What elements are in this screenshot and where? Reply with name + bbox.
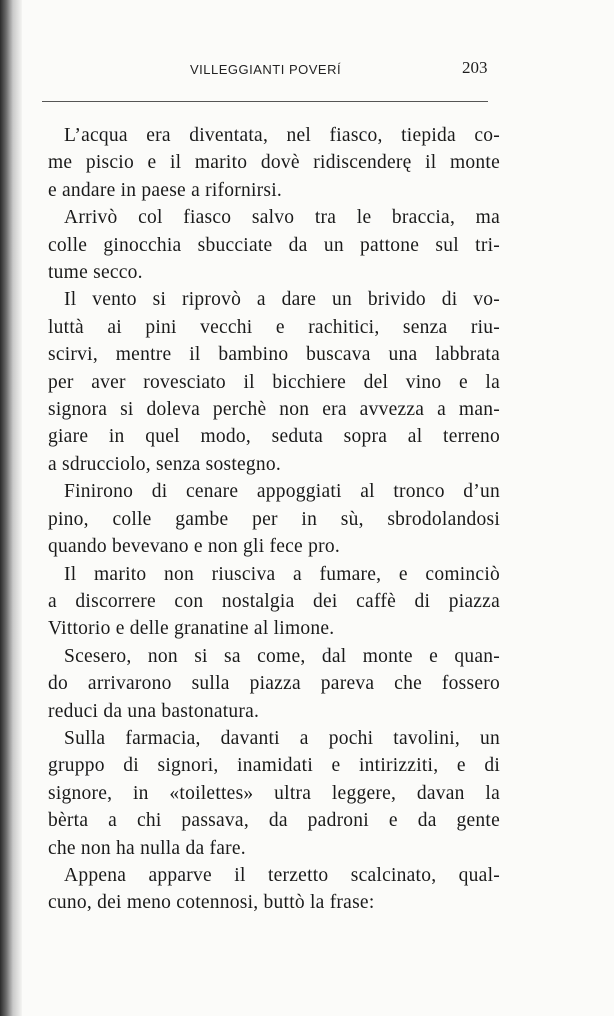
text-line: a discorrere con nostalgia dei caffè di piazza [48, 590, 500, 612]
paragraph [48, 862, 500, 917]
body-text [48, 122, 500, 917]
text-line: Vittorio e delle granatine al limone. [48, 618, 335, 640]
paragraph [48, 561, 500, 643]
paragraph [48, 643, 500, 725]
text-line: Il marito non riusciva a fumare, e cominciò [64, 563, 500, 585]
text-line: Arrivò col fiasco salvo tra le braccia, ma [64, 207, 500, 229]
text-line: me piscio e il marito dovè ridiscenderę il monte [48, 152, 500, 174]
text-line: e andare in paese a rifornirsi. [48, 179, 283, 201]
paragraph [48, 122, 500, 204]
running-head: VILLEGGIANTI POVERÍ [190, 62, 342, 77]
text-line: do arrivarono sulla piazza pareva che fossero [48, 673, 500, 695]
paragraph [48, 725, 500, 862]
text-line: quando bevevano e non gli fece pro. [48, 536, 340, 558]
text-line: reduci da una bastonatura. [48, 700, 260, 722]
paragraph [48, 478, 500, 560]
paragraph [48, 286, 500, 478]
text-line: cuno, dei meno cotennosi, buttò la frase: [48, 892, 375, 914]
text-line: colle ginocchia sbucciate da un pattone sul tri- [48, 234, 500, 256]
text-line: che non ha nulla da fare. [48, 837, 246, 859]
text-line: gruppo di signori, inamidati e intirizziti, e di [48, 755, 500, 777]
text-line: pino, colle gambe per in sù, sbrodolandosi [48, 508, 500, 530]
text-line: Sulla farmacia, davanti a pochi tavolini, un [64, 727, 500, 749]
text-line: per aver rovesciato il bicchiere del vino e la [48, 371, 500, 393]
text-line: tume secco. [48, 262, 143, 284]
text-line: Il vento si riprovò a dare un brivido di vo- [64, 289, 500, 311]
page-number: 203 [462, 58, 488, 77]
text-line: a sdrucciolo, senza sostegno. [48, 453, 282, 475]
paragraph [48, 204, 500, 286]
text-line: signore, in «toilettes» ultra leggere, davan la [48, 782, 500, 804]
text-line: luttà ai pini vecchi e rachitici, senza riu- [48, 316, 500, 338]
text-line: scirvi, mentre il bambino buscava una labbrata [48, 344, 500, 366]
text-line: signora si doleva perchè non era avvezza a man- [48, 399, 500, 421]
text-line: Appena apparve il terzetto scalcinato, qual- [64, 864, 500, 886]
binding-edge [0, 0, 22, 1016]
header-rule [42, 101, 488, 102]
text-line: bèrta a chi passava, da padroni e da gente [48, 810, 500, 832]
text-line: giare in quel modo, seduta sopra al terreno [48, 426, 500, 448]
text-line: Scesero, non si sa come, dal monte e quan- [64, 645, 500, 667]
text-line: Finirono di cenare appoggiati al tronco d’un [64, 481, 500, 503]
text-line: L’acqua era diventata, nel fiasco, tiepida co- [64, 125, 500, 146]
